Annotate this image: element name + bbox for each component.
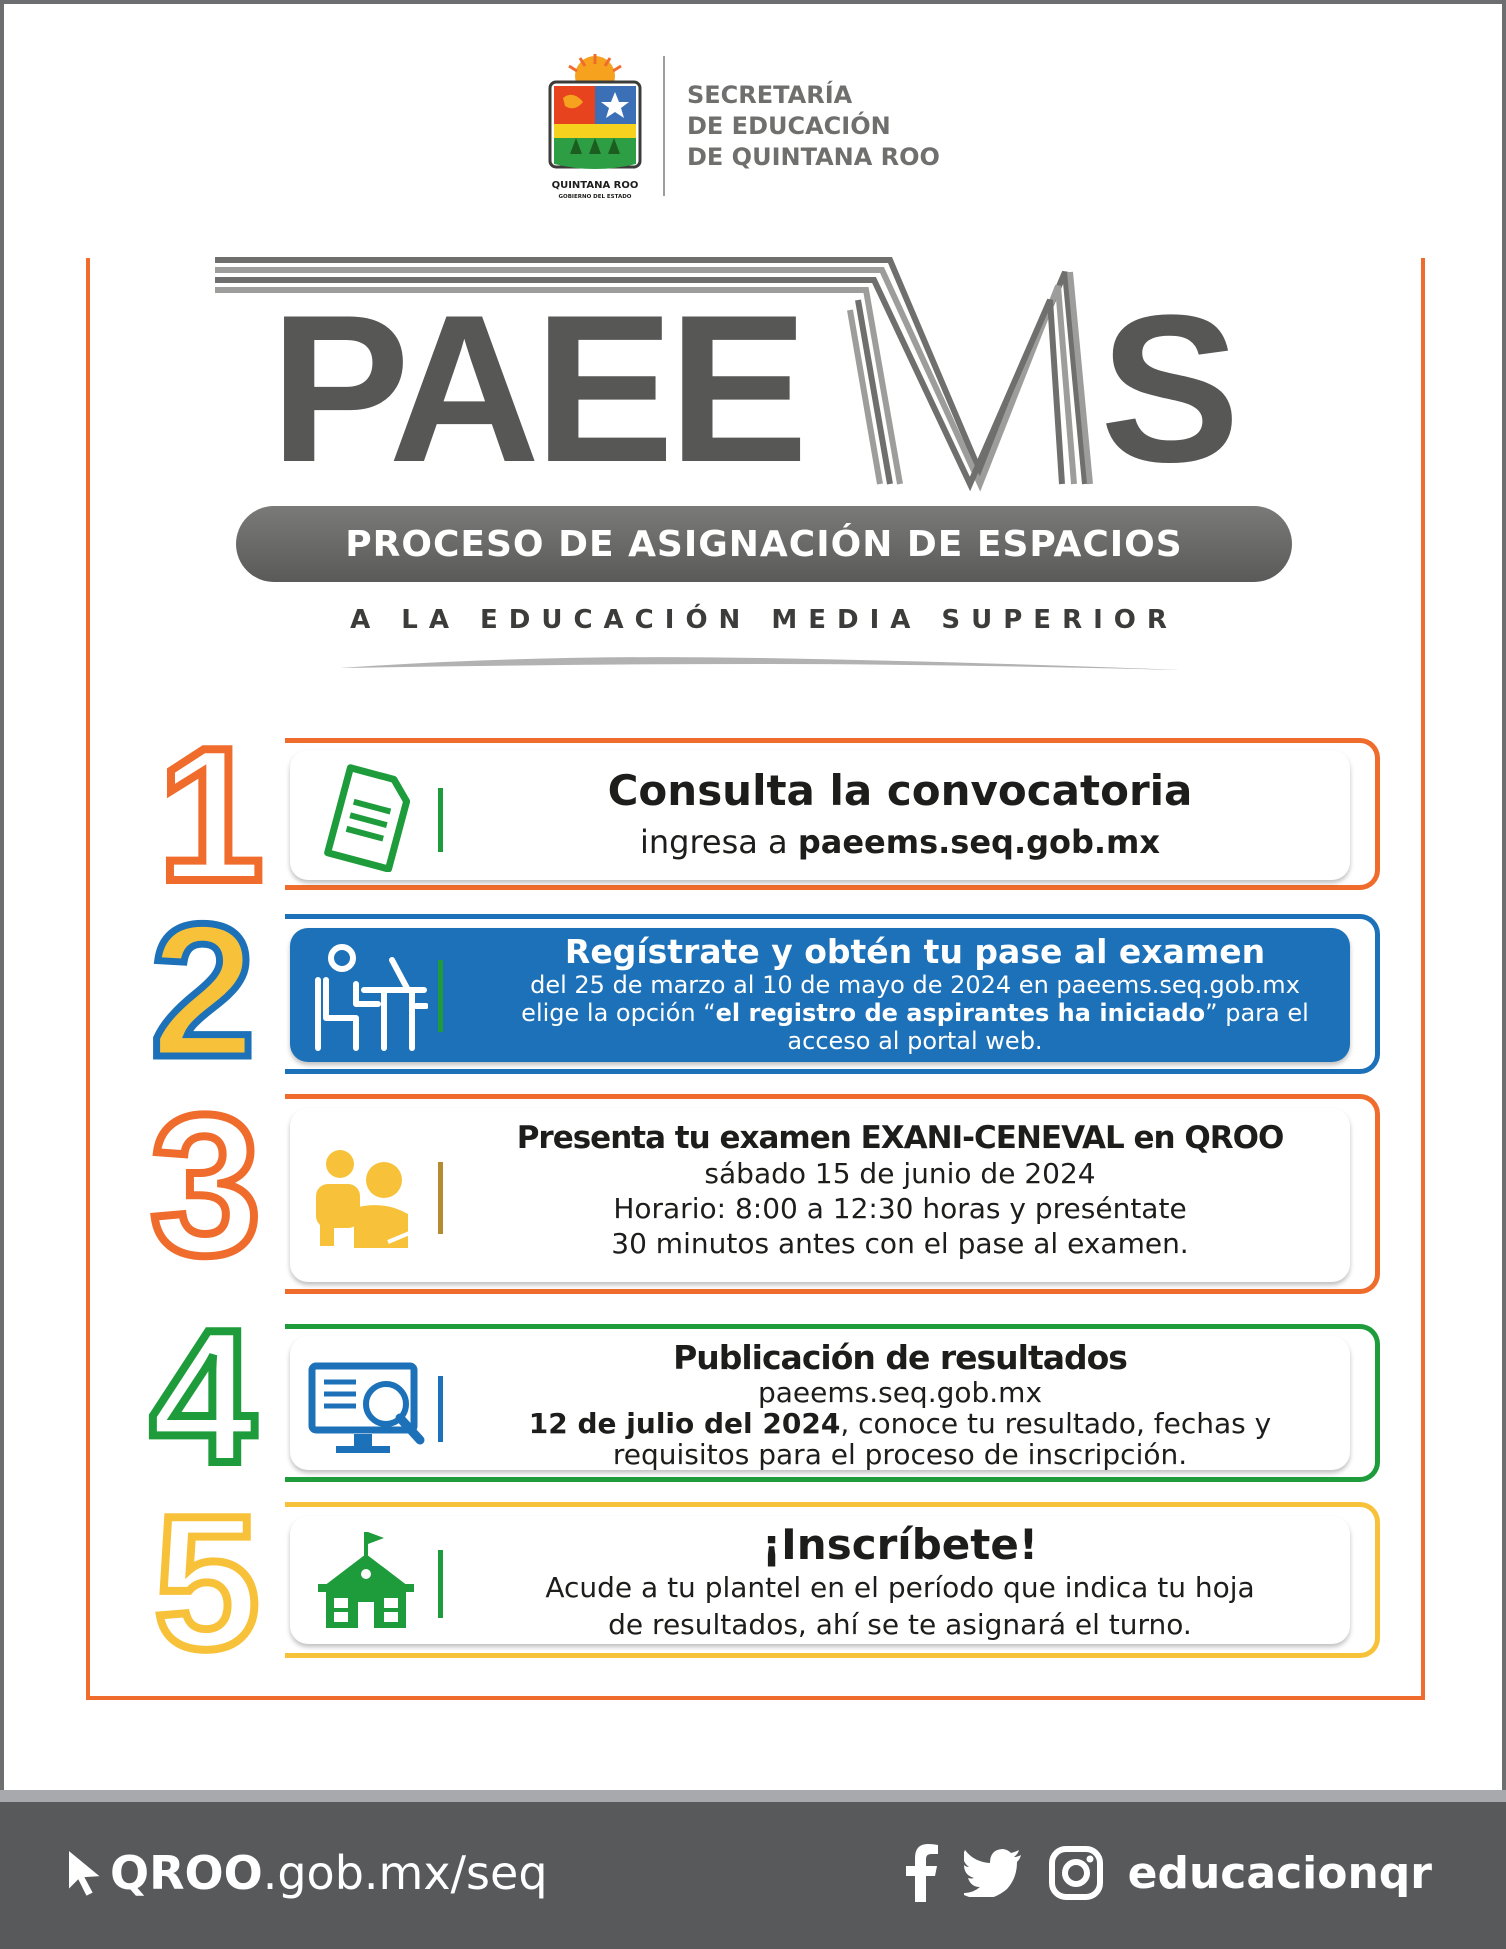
cursor-icon (64, 1847, 110, 1899)
step-4-title: Publicación de resultados (673, 1338, 1127, 1377)
step-5-line2: de resultados, ahí se te asignará el turno. (608, 1608, 1192, 1641)
secretaria-title (687, 80, 940, 173)
step-3-line3: 30 minutos antes con el pase al examen. (611, 1227, 1189, 1260)
paeems-logo (210, 252, 1260, 506)
secretaria-line3: DE QUINTANA ROO (687, 143, 940, 171)
svg-text:GOBIERNO DEL ESTADO: GOBIERNO DEL ESTADO (558, 194, 632, 200)
facebook-icon[interactable] (904, 1844, 938, 1902)
logo-s-text: S (1100, 271, 1241, 506)
process-title: PROCESO DE ASIGNACIÓN DE ESPACIOS (345, 523, 1183, 565)
step-1 (150, 709, 1380, 921)
instagram-icon[interactable] (1048, 1845, 1104, 1901)
step-3 (150, 1074, 1380, 1302)
step-5-title: ¡Inscríbete! (762, 1520, 1038, 1569)
step-4-divider (438, 1376, 443, 1442)
step-2-line1: del 25 de marzo al 10 de mayo de 2024 en paeems.seq.gob.mx (530, 971, 1300, 999)
twitter-icon[interactable] (964, 1849, 1022, 1897)
step-2-text (455, 932, 1375, 1055)
step-2-line2: elige la opción “el registro de aspirantes ha iniciado” para el (521, 999, 1309, 1027)
step-3-text (450, 1120, 1350, 1261)
footer-site-bold: QROO (110, 1846, 263, 1900)
step-1-text (450, 766, 1350, 861)
step-4-text (450, 1338, 1350, 1470)
header-divider (663, 56, 665, 196)
step-5-text (450, 1520, 1350, 1643)
student-desk-icon (312, 940, 428, 1056)
footer-strip (0, 1790, 1506, 1802)
step-3-title: Presenta tu examen EXANI-CENEVAL en QROO (516, 1120, 1284, 1156)
footer-website-link[interactable] (64, 1846, 548, 1900)
step-1-link[interactable]: paeems.seq.gob.mx (797, 823, 1161, 861)
step-3-number: 3 (150, 1074, 262, 1297)
footer (0, 1802, 1506, 1949)
document-icon (318, 764, 418, 872)
step-5-divider (438, 1550, 443, 1618)
step-5 (150, 1477, 1380, 1689)
step-2-line3: acceso al portal web. (787, 1027, 1043, 1055)
step-4 (150, 1291, 1380, 1503)
step-3-line2: Horario: 8:00 a 12:30 horas y preséntate (613, 1192, 1187, 1225)
step-2 (150, 885, 1380, 1097)
step-5-line1: Acude a tu plantel en el período que indica tu hoja (545, 1571, 1255, 1604)
footer-social (878, 1844, 1432, 1902)
logo-paee-text: PAEE (270, 271, 803, 506)
brush-stroke-decoration (340, 652, 1180, 674)
step-3-divider (438, 1162, 443, 1234)
step-1-title: Consulta la convocatoria (607, 766, 1193, 815)
people-icon (312, 1146, 416, 1250)
step-4-line2: 12 de julio del 2024, conoce tu resultado, fechas y (528, 1407, 1272, 1440)
school-icon (314, 1528, 418, 1632)
step-1-divider (438, 788, 443, 852)
step-2-divider (438, 960, 443, 1032)
quintana-roo-seal-icon (545, 54, 645, 200)
step-5-number: 5 (154, 1477, 260, 1689)
footer-site-rest: .gob.mx/seq (262, 1846, 548, 1900)
step-2-number: 2 (150, 885, 256, 1097)
svg-text:QUINTANA ROO: QUINTANA ROO (551, 180, 639, 191)
monitor-search-icon (306, 1360, 430, 1460)
step-3-line1: sábado 15 de junio de 2024 (704, 1157, 1096, 1190)
secretaria-line2: DE EDUCACIÓN (687, 112, 891, 140)
step-4-link[interactable]: paeems.seq.gob.mx (757, 1376, 1043, 1409)
secretaria-line1: SECRETARÍA (687, 81, 853, 109)
step-1-number: 1 (158, 709, 264, 921)
process-subtitle: A LA EDUCACIÓN MEDIA SUPERIOR (350, 605, 1178, 635)
footer-handle[interactable]: educacionqr (1127, 1847, 1432, 1899)
step-4-number: 4 (150, 1291, 256, 1503)
step-2-title: Regístrate y obtén tu pase al examen (564, 932, 1266, 971)
header (540, 52, 1020, 202)
step-1-line1: ingresa a paeems.seq.gob.mx (639, 823, 1161, 861)
step-4-line3: requisitos para el proceso de inscripción. (612, 1438, 1188, 1471)
process-title-pill (236, 506, 1292, 582)
